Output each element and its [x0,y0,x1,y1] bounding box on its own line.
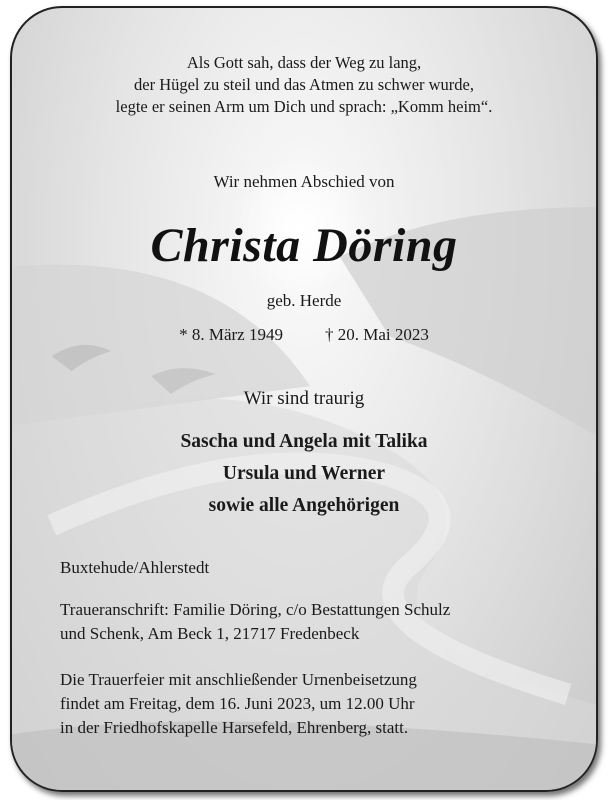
ceremony-line: Die Trauerfeier mit anschließender Urnenbeisetzung [60,670,417,689]
farewell-intro: Wir nehmen Abschied von [213,172,395,191]
ceremony-line: findet am Freitag, dem 16. Juni 2023, um 12.00 Uhr [60,694,415,713]
life-dates [12,325,596,345]
address-line: und Schenk, Am Beck 1, 21717 Fredenbeck [60,624,360,643]
death-date: † 20. Mai 2023 [324,325,429,344]
poem-line: Als Gott sah, dass der Weg zu lang, [186,53,422,72]
poem [12,52,596,118]
address-line: Traueranschrift: Familie Döring, c/o Bestattungen Schulz [60,600,451,619]
family-line: Ursula und Werner [222,463,386,484]
mourning-line: Wir sind traurig [243,388,365,409]
family-line: sowie alle Angehörigen [208,495,400,516]
poem-line: legte er seinen Arm um Dich und sprach: „Komm heim“. [115,97,493,116]
ceremony-line: in der Friedhofskapelle Harsefeld, Ehrenberg, statt. [60,718,409,737]
mourning-address [60,598,580,646]
family-list [12,426,596,522]
maiden-name: geb. Herde [266,291,342,310]
place: Buxtehude/Ahlerstedt [60,558,210,577]
birth-date: * 8. März 1949 [179,325,283,344]
poem-line: der Hügel zu steil und das Atmen zu schwer wurde, [134,75,474,94]
deceased-name: Christa Döring [150,219,458,272]
obituary-card [10,6,598,792]
ceremony-info [60,668,580,740]
family-line: Sascha und Angela mit Talika [180,431,428,452]
